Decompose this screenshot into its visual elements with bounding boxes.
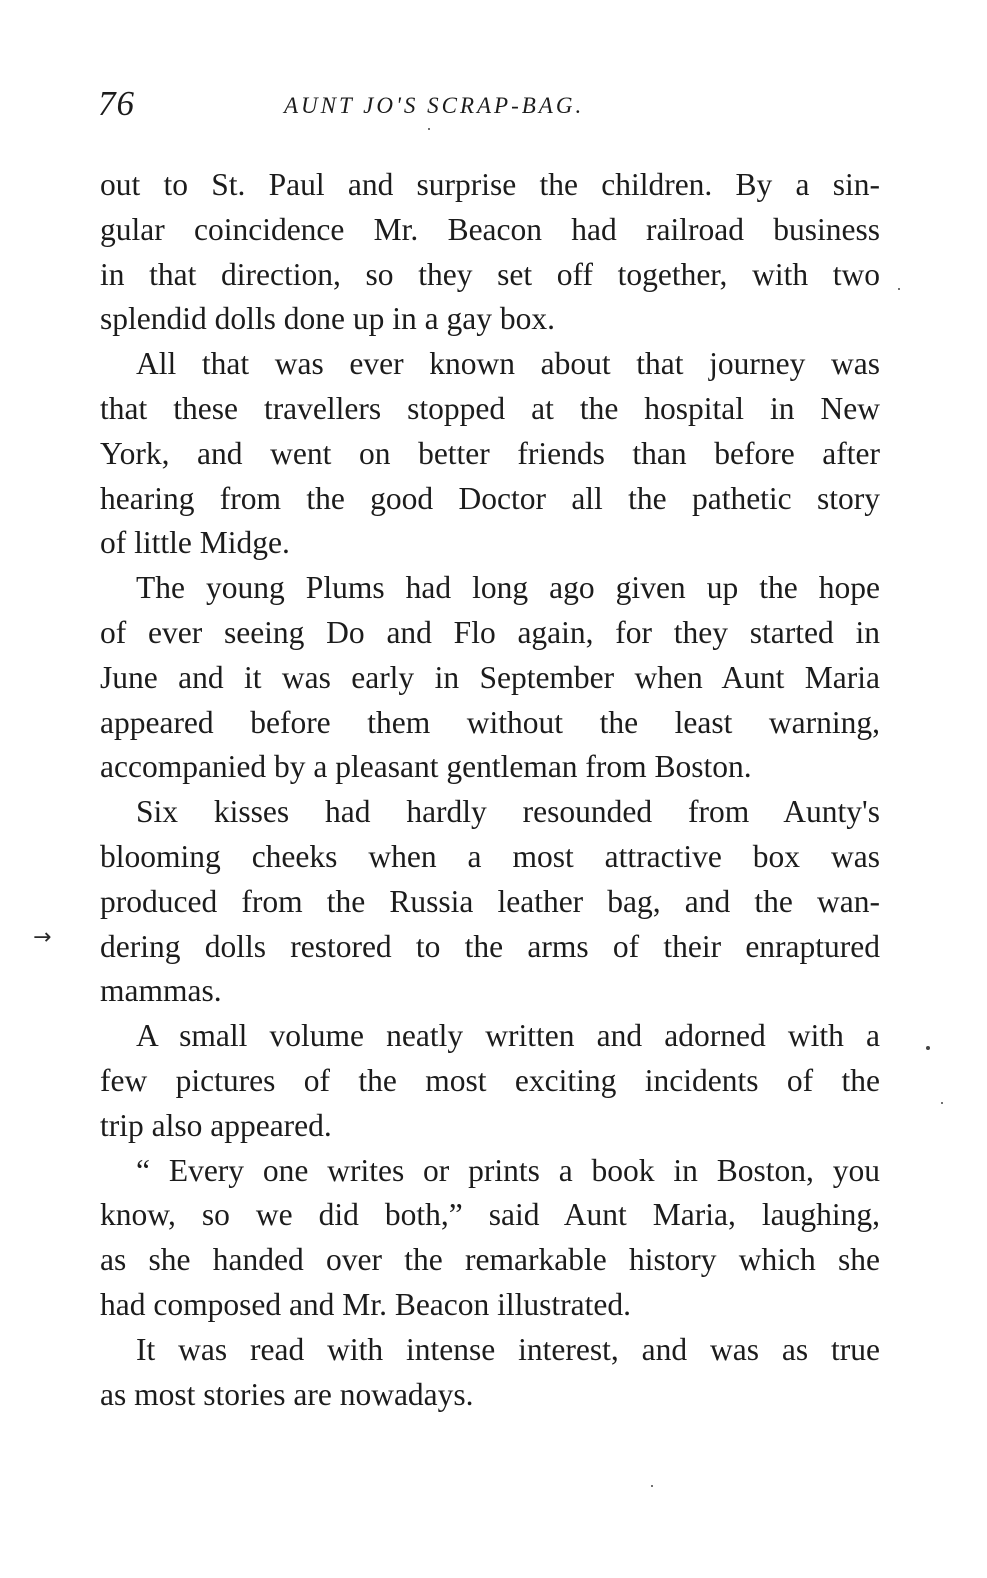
ink-speck [898,288,900,290]
text-line: All that was ever known about that journey was [136,346,880,382]
text-line: produced from the Russia leather bag, and the wan- [100,883,880,919]
text-line: accompanied by a pleasant gentleman from Boston. [100,749,752,785]
text-line: appeared before them without the least warning, [100,704,880,740]
text-line: of ever seeing Do and Flo again, for they started in [100,614,880,650]
ink-speck [651,1485,653,1487]
text-line: A small volume neatly written and adorned with a [136,1018,880,1054]
text-line: gular coincidence Mr. Beacon had railroad business [100,211,880,247]
text-line: mammas. [100,973,222,1009]
text-line: hearing from the good Doctor all the pathetic story [100,480,880,516]
text-line: as most stories are nowadays. [100,1376,474,1412]
text-line: June and it was early in September when Aunt Maria [100,659,880,695]
page-number: 76 [98,84,135,123]
ink-speck [428,128,430,130]
running-head: AUNT JO'S SCRAP-BAG. [284,93,585,118]
text-line: in that direction, so they set off together, with two [100,256,880,292]
text-line: know, so we did both,” said Aunt Maria, laughing, [100,1197,880,1233]
text-line: of little Midge. [100,525,290,561]
text-line: that these travellers stopped at the hospital in New [100,390,880,426]
text-line: It was read with intense interest, and was as true [136,1331,880,1367]
text-line: York, and went on better friends than before after [100,435,880,471]
text-line: Six kisses had hardly resounded from Aunty's [136,794,880,830]
text-line: blooming cheeks when a most attractive box was [100,838,880,874]
text-line: had composed and Mr. Beacon illustrated. [100,1286,631,1322]
text-line: “ Every one writes or prints a book in Boston, you [136,1152,880,1188]
margin-arrow-icon: → [33,925,52,950]
ink-speck [941,1102,943,1104]
ink-speck [926,1046,930,1050]
text-line: dering dolls restored to the arms of their enraptured [100,928,880,964]
text-line: trip also appeared. [100,1107,332,1143]
body-text [100,163,880,1417]
text-line: splendid dolls done up in a gay box. [100,301,555,337]
page-header [96,84,886,134]
text-line: out to St. Paul and surprise the children. By a sin- [100,167,880,202]
text-line: few pictures of the most exciting incidents of the [100,1062,880,1098]
text-line: The young Plums had long ago given up the hope [136,570,880,606]
text-line: as she handed over the remarkable history which she [100,1242,880,1278]
